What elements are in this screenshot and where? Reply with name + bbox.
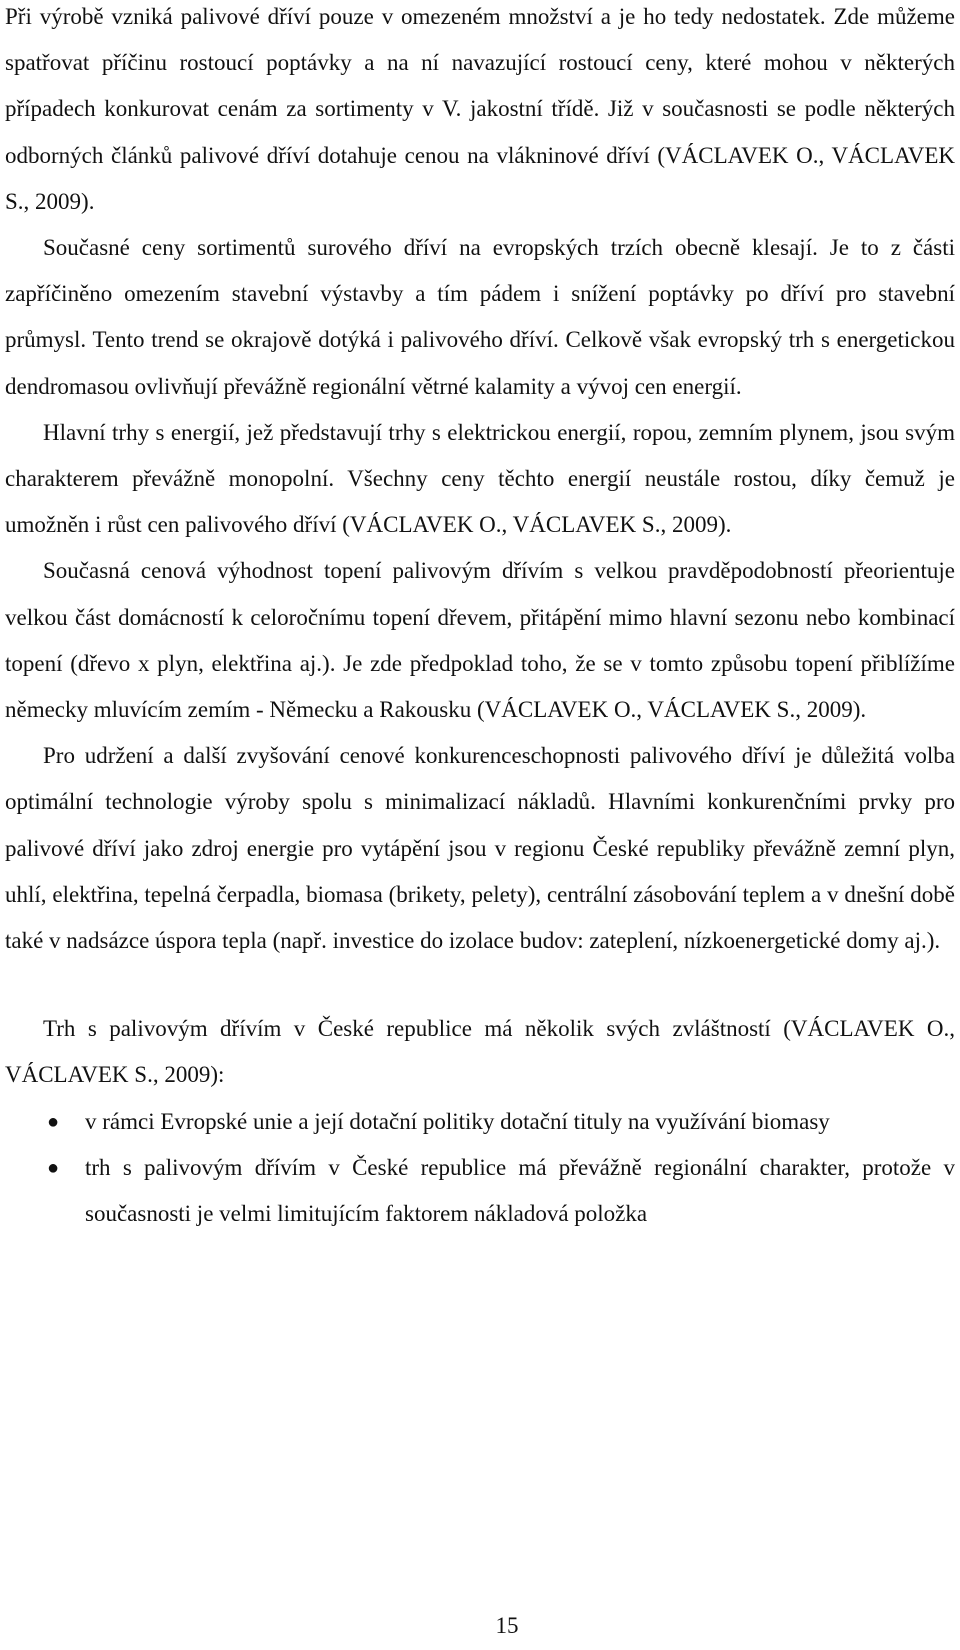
- paragraph: Pro udržení a další zvyšování cenové konkurenceschopnosti palivového dříví je důležitá volba optimální technologie výroby spolu s minimalizací nákladů. Hlavními konkurenčními prvky pro palivové dříví jako zdroj energie pro vytápění jsou v regionu České republiky převážně zemní plyn, uhlí, elektřina, tepelná čerpadla, biomasa (brikety, pelety), centrální zásobování teplem a v dnešní době také v nadsázce úspora tepla (např. investice do izolace budov: zateplení, nízkoenergetické domy aj.).: [5, 743, 955, 954]
- page-number: 15: [495, 1613, 519, 1638]
- paragraph-spacer: [5, 964, 955, 1006]
- bullet-list: [5, 1099, 955, 1238]
- body-text: [5, 0, 955, 1237]
- paragraph: Současná cenová výhodnost topení palivovým dřívím s velkou pravděpodobností přeorientuje velkou část domácností k celoročnímu topení dřevem, přitápění mimo hlavní sezonu nebo kombinací topení (dřevo x plyn, elektřina aj.). Je zde předpoklad toho, že se v tomto způsobu topení přiblížíme německy mluvícím zemím - Německu a Rakousku (VÁCLAVEK O., VÁCLAVEK S., 2009).: [5, 558, 955, 723]
- list-item: [5, 1099, 955, 1145]
- bullet-icon: ●: [47, 1110, 60, 1133]
- paragraph: Při výrobě vzniká palivové dříví pouze v omezeném množství a je ho tedy nedostatek. Zde můžeme spatřovat příčinu rostoucí poptávky a na ní navazující rostoucí ceny, které mohou v některých případech konkurovat cenám za sortimenty v V. jakostní třídě. Již v současnosti se podle některých odborných článků palivové dříví dotahuje cenou na vlákninové dříví (VÁCLAVEK O., VÁCLAVEK S., 2009).: [5, 4, 955, 214]
- paragraph: Trh s palivovým dřívím v České republice má několik svých zvláštností (VÁCLAVEK O., VÁCLAVEK S., 2009):: [5, 1016, 955, 1088]
- bullet-icon: ●: [47, 1156, 60, 1179]
- list-item: [5, 1145, 955, 1237]
- paragraph: Současné ceny sortimentů surového dříví na evropských trzích obecně klesají. Je to z části zapříčiněno omezením stavební výstavby a tím pádem i snížení poptávky po dříví pro stavební průmysl. Tento trend se okrajově dotýká i palivového dříví. Celkově však evropský trh s energetickou dendromasou ovlivňují převážně regionální větrné kalamity a vývoj cen energií.: [5, 235, 955, 399]
- list-item-text: trh s palivovým dřívím v České republice má převážně regionální charakter, protože v současnosti je velmi limitujícím faktorem nákladová položka: [85, 1154, 955, 1227]
- paragraph: Hlavní trhy s energií, jež představují trhy s elektrickou energií, ropou, zemním plynem, jsou svým charakterem převážně monopolní. Všechny ceny těchto energií neustále rostou, díky čemuž je umožněn i růst cen palivového dříví (VÁCLAVEK O., VÁCLAVEK S., 2009).: [5, 419, 955, 538]
- list-item-text: v rámci Evropské unie a její dotační politiky dotační tituly na využívání biomasy: [85, 1108, 830, 1134]
